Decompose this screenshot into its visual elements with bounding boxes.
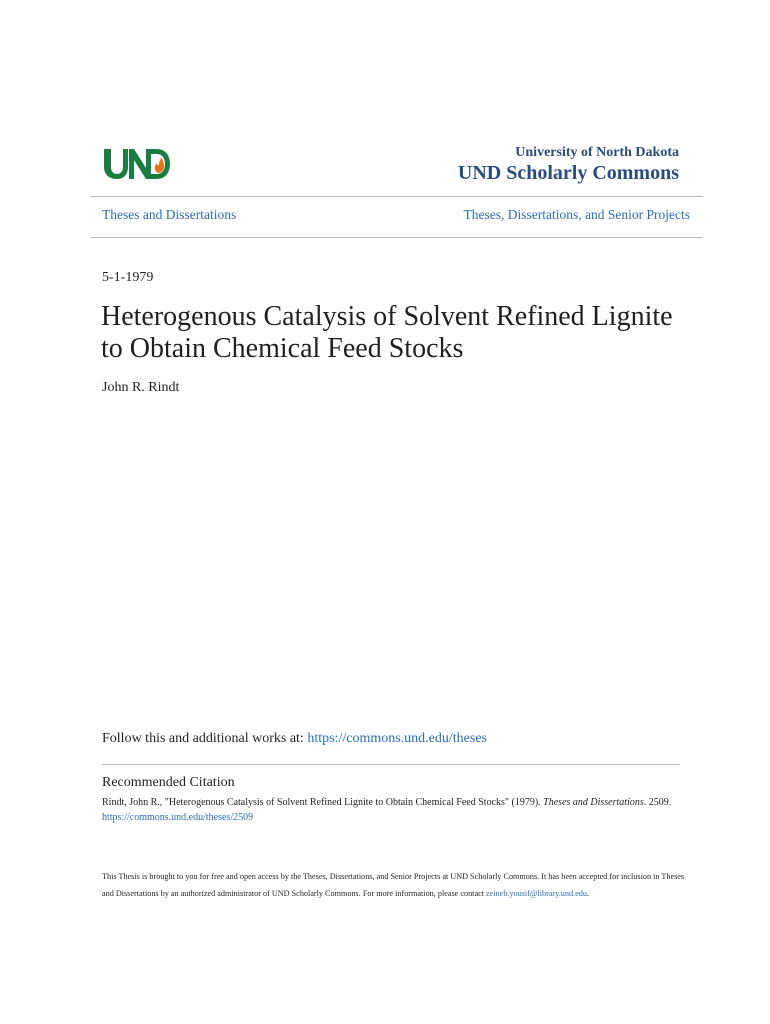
contact-email-link[interactable]: zeineb.yousif@library.und.edu <box>486 889 587 898</box>
access-notice <box>102 868 692 902</box>
citation-text <box>102 796 682 824</box>
publication-date: 5-1-1979 <box>102 270 154 285</box>
und-logo-graphic <box>102 146 172 182</box>
nav-divider <box>91 237 703 238</box>
notice-end: . <box>586 889 590 898</box>
citation-divider <box>102 764 680 765</box>
author-name: John R. Rindt <box>102 380 180 395</box>
follow-line <box>102 731 487 747</box>
und-logo[interactable] <box>102 146 172 182</box>
notice-text: This Thesis is brought to you for free and open access by the Theses, Dissertations, and Senior Projects at UND Scholarly Commons. It has been accepted for inclusion in Theses and Dissertations by an authorized administrator of UND Scholarly Commons. For more information, please contact <box>102 872 685 898</box>
follow-label: Follow this and additional works at: <box>102 731 308 746</box>
header-divider <box>91 196 703 197</box>
document-title: Heterogenous Catalysis of Solvent Refined Lignite to Obtain Chemical Feed Stocks <box>101 301 673 364</box>
theses-senior-projects-link[interactable]: Theses, Dissertations, and Senior Projects <box>463 207 690 222</box>
citation-text-before: Rindt, John R., "Heterogenous Catalysis of Solvent Refined Lignite to Obtain Chemical Feed Stocks" (1979). <box>102 797 544 808</box>
citation-url-link[interactable]: https://commons.und.edu/theses/2509 <box>102 812 254 823</box>
university-name[interactable]: University of North Dakota <box>515 145 679 160</box>
citation-series: Theses and Dissertations <box>543 797 644 808</box>
follow-url-link[interactable]: https://commons.und.edu/theses <box>307 731 487 746</box>
repository-name[interactable]: UND Scholarly Commons <box>457 162 679 184</box>
theses-dissertations-link[interactable]: Theses and Dissertations <box>102 207 237 222</box>
citation-text-after: . 2509. <box>643 797 672 808</box>
recommended-citation-heading: Recommended Citation <box>102 775 235 790</box>
